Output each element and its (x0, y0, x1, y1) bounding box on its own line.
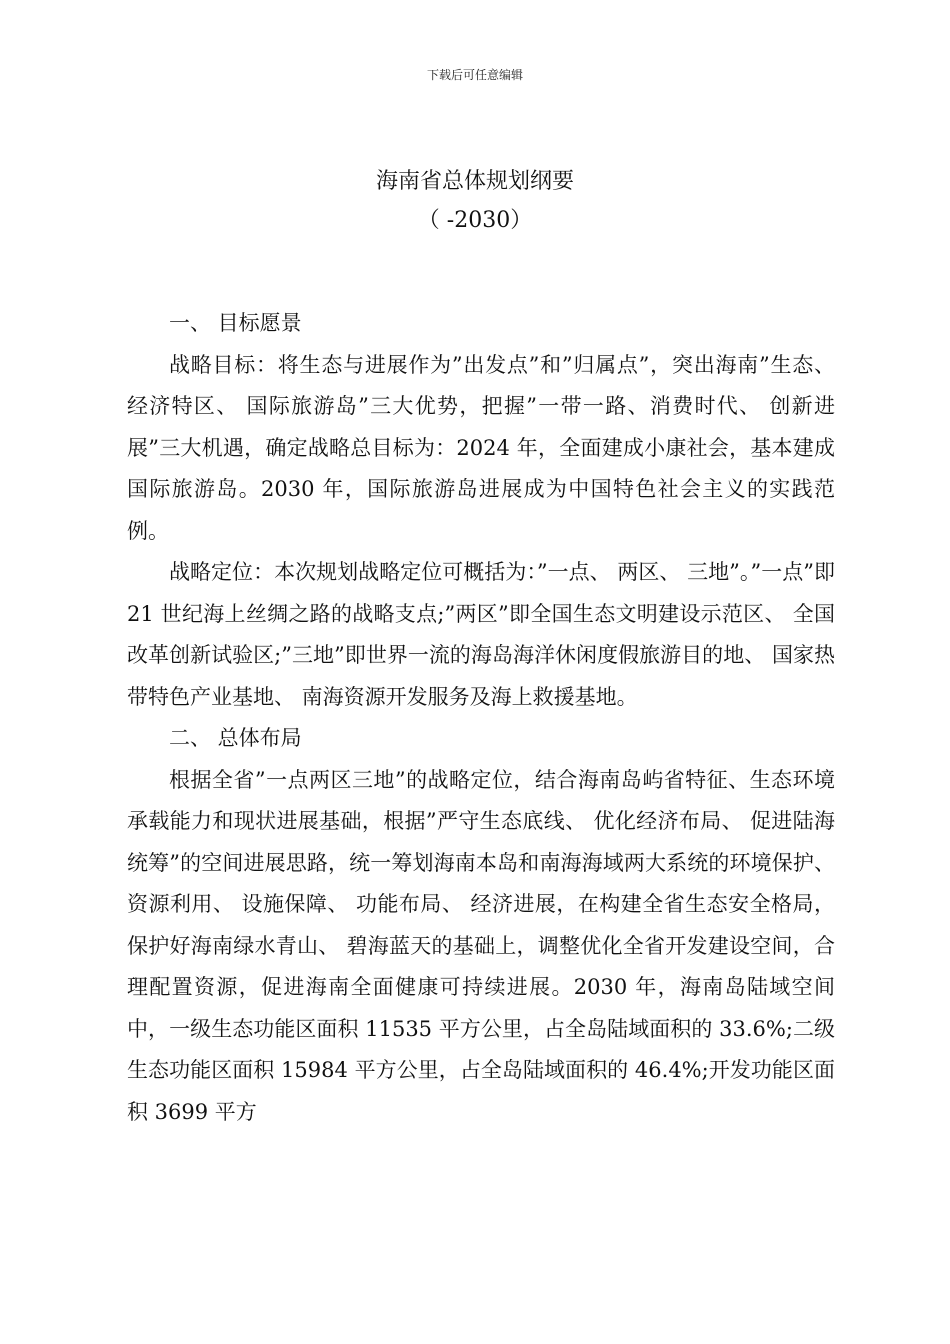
section-heading-goals: 一、 目标愿景 (169, 311, 302, 335)
header-note: 下载后可任意编辑 (426, 68, 523, 82)
paragraph-strategic-goal: 战略目标：将生态与进展作为”出发点”和”归属点”，突出海南”生态、 经济特区、 国际旅游岛”三大优势，把握”一带一路、消费时代、 创新进展”三大机遇，确定战略总目标为：2024 年，全面建成小康社会，基本建成国际旅游岛。2030 年，国际旅游岛进展成为中国特色社会主义的实践范例。 (127, 352, 835, 543)
paragraph-overall-layout: 根据全省”一点两区三地”的战略定位，结合海南岛屿省特征、生态环境承载能力和现状进展基础，根据”严守生态底线、 优化经济布局、 促进陆海统筹”的空间进展思路，统一筹划海南本岛和南海海域两大系统的环境保护、 资源利用、 设施保障、 功能布局、 经济进展，在构建全省生态安全格局，保护好海南绿水青山、 碧海蓝天的基础上，调整优化全省开发建设空间，合理配置资源，促进海南全面健康可持续进展。2030 年，海南岛陆域空间中，一级生态功能区面积 11535 平方公里，占全岛陆域面积的 33.6%;二级生态功能区面积 15984 平方公里，占全岛陆域面积的 46.4%;开发功能区面积 3699 平方 (127, 767, 835, 1124)
paragraph-strategic-positioning: 战略定位：本次规划战略定位可概括为：”一点、 两区、 三地”。”一点”即 21 世纪海上丝绸之路的战略支点;”两区”即全国生态文明建设示范区、 全国改革创新试验区;”三地”即世界一流的海岛海洋休闲度假旅游目的地、 国家热带特色产业基地、 南海资源开发服务及海上救援基地。 (127, 560, 835, 709)
document-title: 海南省总体规划纲要 (375, 169, 574, 194)
document-subtitle: （ -2030） (417, 208, 533, 233)
section-heading-layout: 二、 总体布局 (169, 726, 302, 750)
document-body (127, 303, 835, 1133)
